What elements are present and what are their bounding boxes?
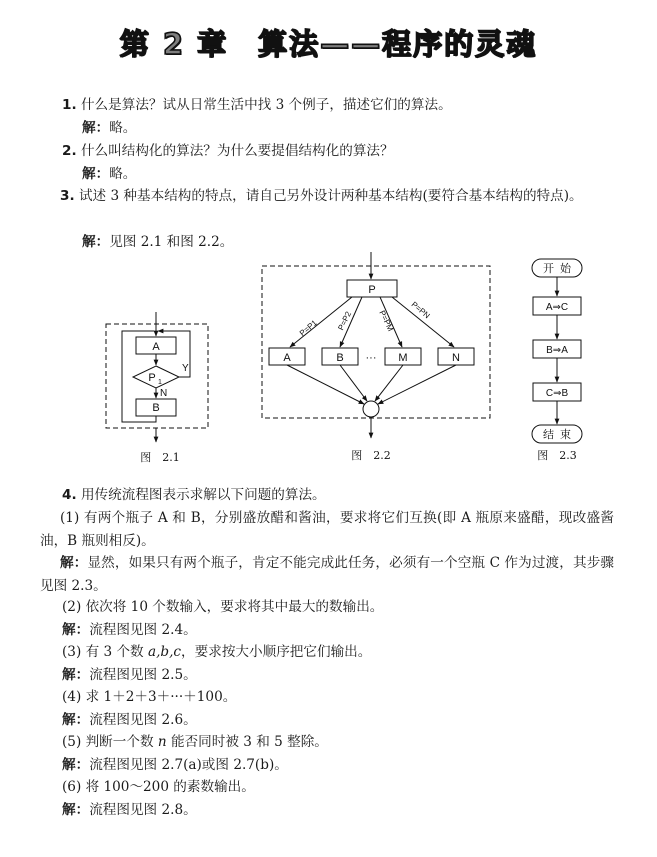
question-4: 4. 用传统流程图表示求解以下问题的算法。 xyxy=(62,487,326,503)
answer-4-2: 解：流程图见图 2.4。 xyxy=(62,622,197,638)
fig2-branch-label-2: P=P2 xyxy=(336,310,354,332)
fig2-branch-label-4: P=PN xyxy=(409,299,432,321)
question-1: 1. 什么是算法？试从日常生活中找 3 个例子，描述它们的算法。 xyxy=(62,97,452,113)
answer-1: 解：略。 xyxy=(82,120,137,136)
question-4-3: (3) 有 3 个数 a,b,c，要求按大小顺序把它们输出。 xyxy=(62,644,372,660)
answer-3: 解：见图 2.1 和图 2.2。 xyxy=(82,234,234,250)
fig3-step-3-label: C⇒B xyxy=(545,388,569,399)
fig1-label-a: A xyxy=(152,341,160,353)
fig3-end-label: 结 束 xyxy=(542,429,572,441)
fig2-label-n: N xyxy=(452,352,460,364)
question-2: 2. 什么叫结构化的算法？为什么要提倡结构化的算法？ xyxy=(62,143,394,159)
fig1-label-y: Y xyxy=(182,363,189,374)
answer-4-5: 解：流程图见图 2.7(a)或图 2.7(b)。 xyxy=(62,757,288,773)
fig2-label-b: B xyxy=(336,352,344,364)
fig2-branch-label-1: P=P1 xyxy=(297,318,319,338)
answer-2: 解：略。 xyxy=(82,166,137,182)
fig1-caption: 图 2.1 xyxy=(140,451,180,464)
question-4-1: (1) 有两个瓶子 A 和 B，分别盛放醋和酱油，要求将它们互换(即 A 瓶原来盛醋，现改盛酱油，B 瓶则相反)。 xyxy=(40,510,614,549)
question-4-4: (4) 求 1＋2＋3＋···＋100。 xyxy=(62,689,237,705)
question-4-2: (2) 依次将 10 个数输入，要求将其中最大的数输出。 xyxy=(62,599,384,615)
fig1-label-n: N xyxy=(160,388,168,399)
figure-2-2 xyxy=(262,252,490,438)
fig1-label-b: B xyxy=(152,402,160,414)
question-4-5: (5) 判断一个数 n 能否同时被 3 和 5 整除。 xyxy=(62,734,328,750)
fig1-label-p-sub: 1 xyxy=(158,379,162,386)
fig3-caption: 图 2.3 xyxy=(537,449,577,462)
chapter-number: 第 2 章 xyxy=(119,27,229,61)
fig2-branch-label-3: P=PM xyxy=(377,309,396,333)
fig3-step-2-label: B⇒A xyxy=(546,345,568,356)
question-3: 3. 试述 3 种基本结构的特点，请自己另外设计两种基本结构(要符合基本结构的特点)。 xyxy=(60,188,583,204)
fig2-label-a: A xyxy=(283,352,291,364)
answer-4-3: 解：流程图见图 2.5。 xyxy=(62,667,197,683)
fig2-label-p: P xyxy=(368,284,376,296)
figure-2-1 xyxy=(106,312,208,442)
fig2-join-circle xyxy=(363,401,379,417)
chapter-topic: 算法——程序的灵魂 xyxy=(258,27,538,61)
fig3-step-1-label: A⇒C xyxy=(545,302,569,313)
fig2-label-dots: ··· xyxy=(365,352,377,364)
fig1-label-p: P xyxy=(148,372,156,384)
answer-4-6: 解：流程图见图 2.8。 xyxy=(62,802,197,818)
fig2-label-m: M xyxy=(398,352,408,364)
fig2-caption: 图 2.2 xyxy=(351,449,391,462)
question-4-6: (6) 将 100～200 的素数输出。 xyxy=(62,779,255,795)
fig3-start-label: 开 始 xyxy=(542,263,572,275)
answer-4-4: 解：流程图见图 2.6。 xyxy=(62,712,197,728)
fig1-condition-diamond xyxy=(133,366,179,388)
answer-4-1: 解：显然，如果只有两个瓶子，肯定不能完成此任务，必须有一个空瓶 C 作为过渡，其步骤见图 2.3。 xyxy=(40,555,615,594)
